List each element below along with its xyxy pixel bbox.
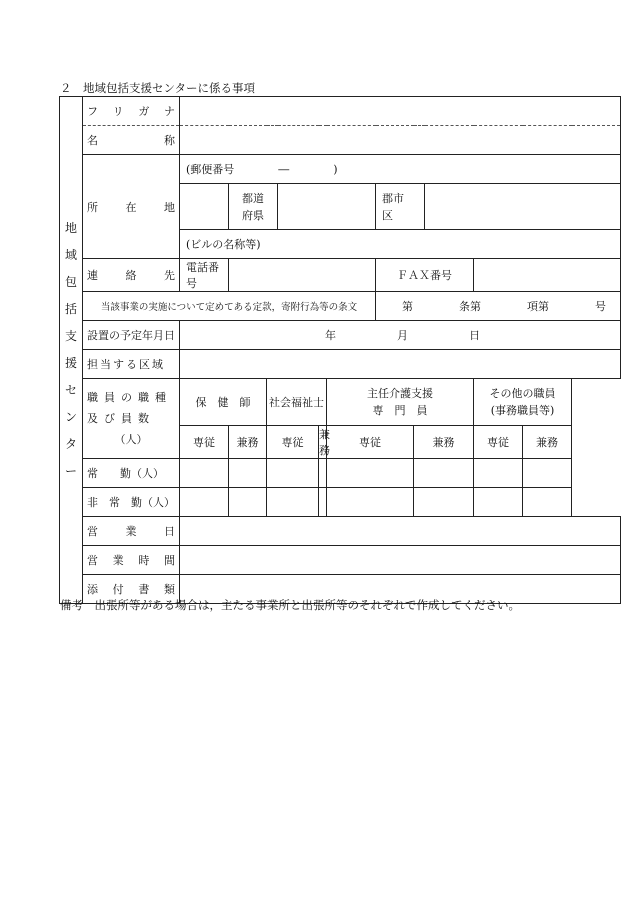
parttime-care-manager-full[interactable] — [327, 488, 414, 517]
furigana-field[interactable] — [180, 97, 621, 126]
name-field[interactable] — [180, 126, 621, 155]
business-hours-label: 営 業 時 間 — [83, 546, 180, 575]
business-days-field[interactable] — [180, 517, 621, 546]
other-full-label: 専従 — [474, 426, 523, 459]
fulltime-nurse-concurrent[interactable] — [229, 459, 267, 488]
staff-type-care-manager: 主任介護支援 専 門 員 — [327, 379, 474, 426]
prefecture-label: 都道 府県 — [229, 184, 278, 230]
social-worker-full-label: 専従 — [267, 426, 319, 459]
establishment-date-field[interactable]: 年 月 日 — [180, 321, 621, 350]
care-manager-full-label: 専従 — [327, 426, 414, 459]
name-label: 名 称 — [83, 126, 180, 155]
fulltime-social-worker-concurrent[interactable] — [319, 459, 327, 488]
parttime-nurse-concurrent[interactable] — [229, 488, 267, 517]
fulltime-other-full[interactable] — [474, 459, 523, 488]
side-label-community-center: 地 域 包 括 支 援 セ ン タ ー — [60, 97, 83, 604]
parttime-social-worker-concurrent[interactable] — [319, 488, 327, 517]
establishment-date-label: 設置の予定年月日 — [83, 321, 180, 350]
phone-field[interactable] — [229, 259, 376, 292]
attachments-label: 添 付 書 類 — [83, 575, 180, 604]
nurse-concurrent-label: 兼務 — [229, 426, 267, 459]
postal-code-label: (郵便番号 ― ) — [186, 163, 338, 176]
section-heading: ２ 地域包括支援センターに係る事項 — [60, 81, 256, 95]
parttime-other-concurrent[interactable] — [523, 488, 572, 517]
parttime-other-full[interactable] — [474, 488, 523, 517]
other-concurrent-label: 兼務 — [523, 426, 572, 459]
building-name-field[interactable] — [180, 230, 621, 259]
city-field[interactable] — [278, 184, 376, 230]
fulltime-care-manager-concurrent[interactable] — [414, 459, 474, 488]
fax-label: ＦＡＸ番号 — [376, 259, 474, 292]
parttime-social-worker-full[interactable] — [267, 488, 319, 517]
contact-label: 連 絡 先 — [83, 259, 180, 292]
center-details-form — [59, 96, 621, 604]
fulltime-nurse-full[interactable] — [180, 459, 229, 488]
phone-label: 電話番号 — [180, 259, 229, 292]
prefecture-field[interactable] — [180, 184, 229, 230]
staff-type-social-worker: 社会福祉士 — [267, 379, 327, 426]
service-area-label: 担当する区域 — [83, 350, 180, 379]
nurse-full-label: 専従 — [180, 426, 229, 459]
fulltime-other-concurrent[interactable] — [523, 459, 572, 488]
regulation-label: 当該事業の実施について定めてある定款，寄附行為等の条文 — [83, 292, 376, 321]
remarks-note: 備考 出張所等がある場合は，主たる事業所と出張所等のそれぞれで作成してください。 — [60, 598, 520, 612]
parttime-care-manager-concurrent[interactable] — [414, 488, 474, 517]
staff-type-other: その他の職員 (事務職員等) — [474, 379, 572, 426]
business-hours-field[interactable] — [180, 546, 621, 575]
fulltime-care-manager-full[interactable] — [327, 459, 414, 488]
service-area-field[interactable] — [180, 350, 621, 379]
business-days-label: 営 業 日 — [83, 517, 180, 546]
fax-field[interactable] — [474, 259, 621, 292]
city-label: 郡市 区 — [376, 184, 425, 230]
parttime-nurse-full[interactable] — [180, 488, 229, 517]
regulation-article-field[interactable]: 第 条第 項第 号 — [376, 292, 621, 321]
building-name-label: (ビルの名称等) — [186, 238, 261, 251]
furigana-label: フ リ ガ ナ — [83, 97, 180, 126]
staff-label: 職員の職種 及び員数 （人） — [83, 379, 180, 459]
street-address-field[interactable] — [425, 184, 621, 230]
address-label: 所 在 地 — [83, 155, 180, 259]
staff-type-public-health-nurse: 保 健 師 — [180, 379, 267, 426]
fulltime-social-worker-full[interactable] — [267, 459, 319, 488]
fulltime-label: 常 勤（人） — [83, 459, 180, 488]
parttime-label: 非 常 勤（人） — [83, 488, 180, 517]
postal-code-field[interactable] — [180, 155, 621, 184]
care-manager-concurrent-label: 兼務 — [414, 426, 474, 459]
social-worker-concurrent-label: 兼務 — [319, 426, 327, 459]
